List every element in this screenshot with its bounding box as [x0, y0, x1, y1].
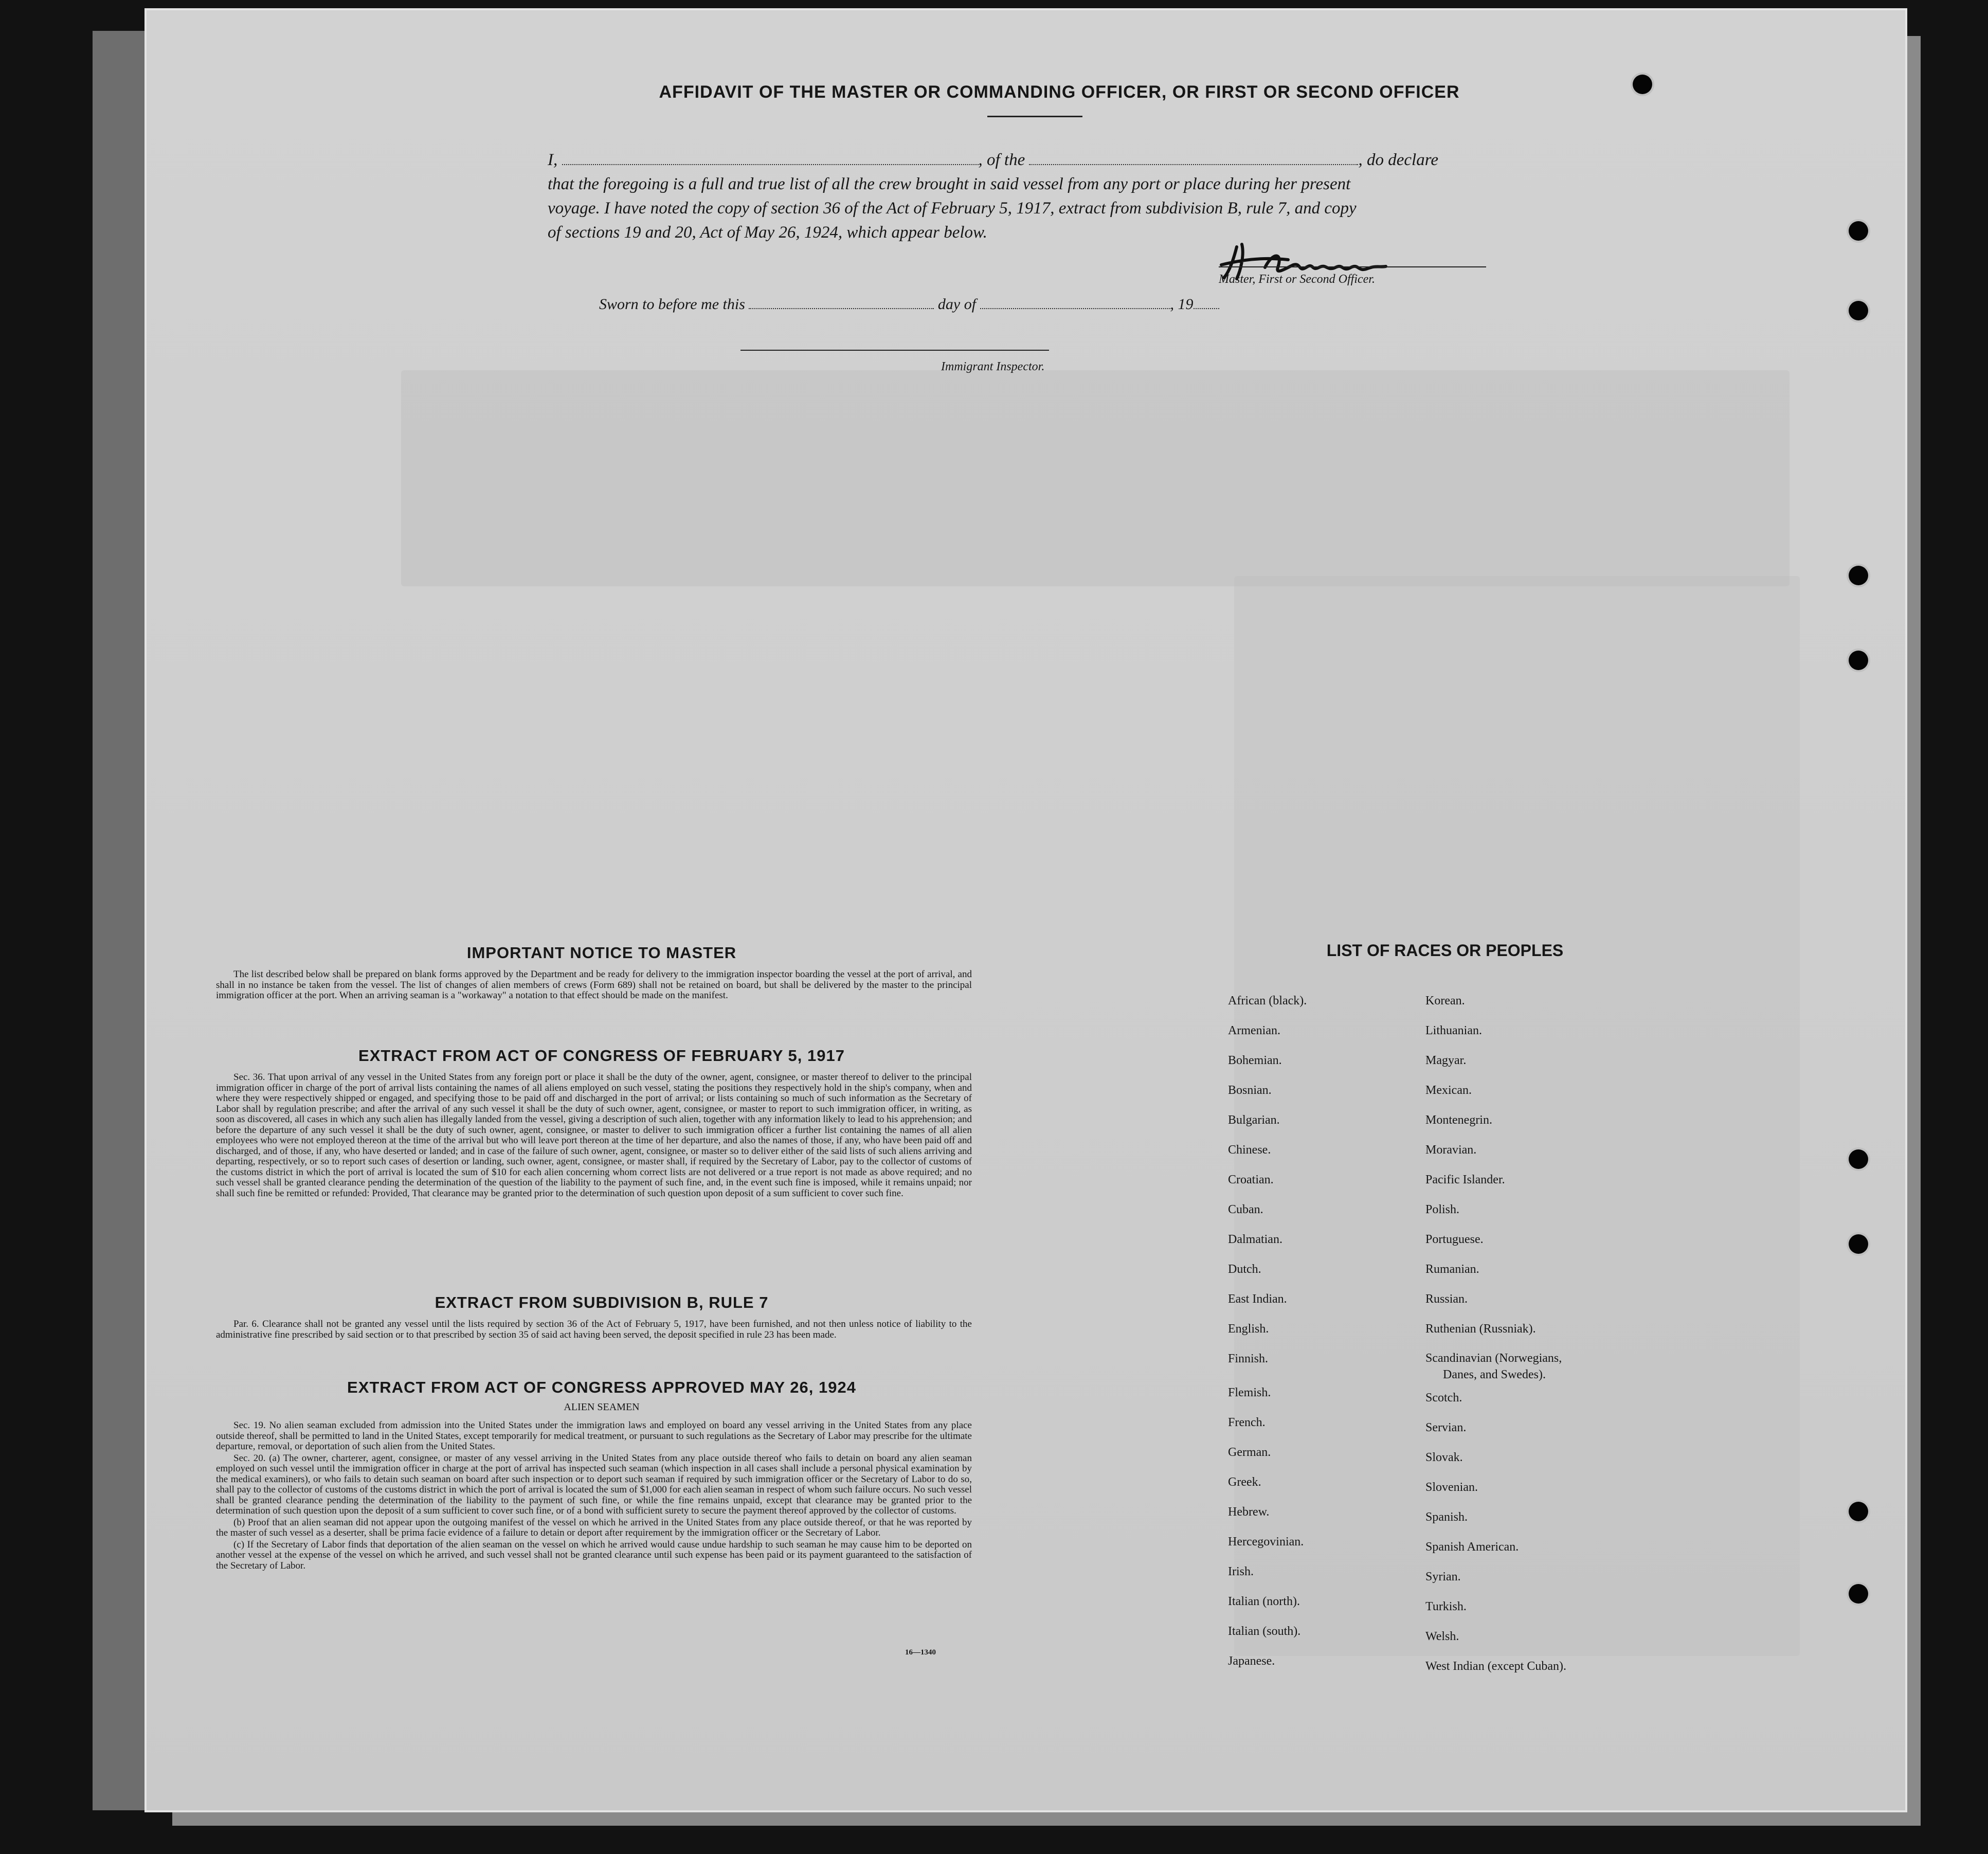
- declaration-i: I,: [548, 151, 558, 169]
- race-item: Cuban.: [1228, 1203, 1263, 1216]
- race-item: African (black).: [1228, 994, 1307, 1007]
- race-item: Turkish.: [1425, 1600, 1467, 1613]
- notice-text: [216, 969, 972, 1002]
- race-item: Danes, and Swedes).: [1443, 1368, 1546, 1381]
- race-item: Bosnian.: [1228, 1084, 1272, 1097]
- extract-rule7-paragraph: Par. 6. Clearance shall not be granted any vessel until the lists required by section 36 of the Act of February 5, 1917, have been furnished, and not then unless notice of liability to the administrative fine prescribed by said section or to that prescribed by section 35 of said act having been served, the deposit specified in rule 23 has been made.: [216, 1319, 972, 1340]
- vessel-blank: [1029, 151, 1358, 165]
- extract-1924-title: EXTRACT FROM ACT OF CONGRESS APPROVED MAY 26, 1924: [347, 1378, 856, 1396]
- race-item: Russian.: [1425, 1292, 1468, 1306]
- year-blank: [1194, 297, 1219, 309]
- sec19-paragraph: Sec. 19. No alien seaman excluded from admission into the United States under the immigration laws and employed on board any vessel arriving in the United States from any place outside thereof, shall be permitted to land in the United States, except temporarily for medical treatment, or pursuant to such regulations as the Secretary of Labor may prescribe for the ultimate departure, removal, or deportation of such alien from the United States.: [216, 1420, 972, 1452]
- declaration-do-declare: , do declare: [1358, 151, 1438, 169]
- affidavit-title: AFFIDAVIT OF THE MASTER OR COMMANDING OFFICER, OR FIRST OR SECOND OFFICER: [659, 82, 1460, 102]
- race-item: Syrian.: [1425, 1570, 1461, 1583]
- binder-hole: [1849, 566, 1868, 585]
- race-item: English.: [1228, 1322, 1269, 1336]
- race-item: Scotch.: [1425, 1391, 1462, 1405]
- race-item: Welsh.: [1425, 1630, 1459, 1643]
- race-item: Armenian.: [1228, 1024, 1280, 1037]
- race-item: Ruthenian (Russniak).: [1425, 1322, 1536, 1336]
- declaration-line-4: of sections 19 and 20, Act of May 26, 1924, which appear below.: [548, 223, 987, 242]
- name-blank: [562, 151, 979, 165]
- race-item: Dutch.: [1228, 1263, 1261, 1276]
- sec20c-paragraph: (c) If the Secretary of Labor finds that deportation of the alien seaman on the vessel on which he arrived would cause undue hardship to such seaman he may cause him to be deported on another vessel at the expense of the vessel on which he arrived, and such vessel shall not be granted clearance until such expense has been paid or its payment guaranteed to the satisfaction of the Secretary of Labor.: [216, 1539, 972, 1571]
- race-item: Finnish.: [1228, 1352, 1269, 1365]
- race-item: Hebrew.: [1228, 1505, 1270, 1519]
- binder-hole: [1633, 75, 1652, 94]
- extract-1924-text: [216, 1420, 972, 1572]
- declaration-line-1: [548, 148, 1525, 172]
- inspector-line: [740, 350, 1049, 351]
- extract-1917-text: [216, 1072, 972, 1200]
- extract-1917-paragraph: Sec. 36. That upon arrival of any vessel in the United States from any foreign port or place it shall be the duty of the owner, agent, consignee, or master thereof to deliver to the principal immigration officer in charge of the port of arrival lists containing the names of all aliens employed on such vessel, stating the positions they respectively hold in the ship's company, when and where they were respectively shipped or engaged, and specifying those to be paid off and discharged in the port of arrival; or lists containing so much of such information as the Secretary of Labor shall by regulation prescribe; and after the arrival of any such vessel it shall be the duty of such owner, agent, consignee, or master to report to such immigration officer, in writing, as soon as discovered, all cases in which any such alien has illegally landed from the vessel, giving a description of such alien, together with any information likely to lead to his apprehension; and before the departure of any such vessel it shall be the duty of such owner, agent, consignee, or master to deliver to such immigration officer a further list containing the names of all alien employees who were not employed thereon at the time of the arrival but who will leave port thereon at the time of her departure, and also the names of those, if any, who have been paid off and discharged, and of those, if any, who have deserted or landed; and in case of the failure of such owner, agent, consignee, or master so to deliver either of the said lists of such aliens arriving and departing, respectively, or so to report such cases of desertion or landing, such owner, agent, consignee, or master shall, if required by the Secretary of Labor, pay to the collector of customs of the customs district in which the port of arrival is located the sum of $10 for each alien concerning whom correct lists are not delivered or a true report is not made as above required; and no such vessel shall be granted clearance pending the determination of the question of the liability to the payment of such fine, and, in the event such fine is imposed, while it remains unpaid; nor shall such fine be remitted or refunded: Provided, That clearance may be granted prior to the determination of such question upon deposit of a sum sufficient to cover such fine.: [216, 1072, 972, 1199]
- race-item: Japanese.: [1228, 1654, 1275, 1668]
- sworn-prefix: Sworn to before me this: [599, 296, 745, 313]
- race-item: Portuguese.: [1425, 1233, 1484, 1246]
- title-rule: [987, 116, 1082, 117]
- race-item: Korean.: [1425, 994, 1465, 1007]
- race-item: Moravian.: [1425, 1143, 1477, 1157]
- inspector-label: Immigrant Inspector.: [941, 360, 1045, 373]
- race-item: Flemish.: [1228, 1386, 1271, 1399]
- race-item: Spanish.: [1425, 1510, 1468, 1524]
- races-right-column: [1425, 986, 1566, 1681]
- sec20a-paragraph: Sec. 20. (a) The owner, charterer, agent, consignee, or master of any vessel arriving in the United States from any place outside thereof who fails to detain on board any alien seaman employed on such vessel until the immigration officer in charge at the port of arrival has inspected such seaman (which inspection in all cases shall include a personal physical examination by the medical examiners), or who fails to detain such seaman on board after such inspection or to deport such seaman if required by such immigration officer or the Secretary of Labor to do so, shall pay to the collector of customs of the customs district in which the port of arrival is located the sum of $1,000 for each alien seaman in respect of whom such failure occurs. No such vessel shall be granted clearance pending the determination of the liability to the payment of such fine, or while the fine remains unpaid, except that clearance may be granted prior to the determination of such question upon the deposit of a sum sufficient to cover such fine, or of a bond with sufficient surety to secure the payment thereof approved by the collector of customs.: [216, 1452, 972, 1516]
- binder-hole: [1849, 651, 1868, 670]
- extract-rule7-title: EXTRACT FROM SUBDIVISION B, RULE 7: [435, 1293, 769, 1311]
- binder-hole: [1849, 221, 1868, 241]
- race-item: French.: [1228, 1416, 1266, 1429]
- race-item: Mexican.: [1425, 1084, 1472, 1097]
- form-number: 16—1340: [905, 1648, 936, 1657]
- race-item: Pacific Islander.: [1425, 1173, 1505, 1186]
- race-item: Slovenian.: [1425, 1481, 1478, 1494]
- race-item: Chinese.: [1228, 1143, 1271, 1157]
- binder-hole: [1849, 1502, 1868, 1521]
- race-item: Croatian.: [1228, 1173, 1274, 1186]
- binder-hole: [1849, 1149, 1868, 1169]
- race-item: Italian (south).: [1228, 1625, 1301, 1638]
- races-title: LIST OF RACES OR PEOPLES: [1326, 941, 1564, 960]
- race-item: Hercegovinian.: [1228, 1535, 1304, 1549]
- sworn-day-of: day of: [937, 296, 977, 313]
- race-item: Greek.: [1228, 1475, 1261, 1489]
- race-item: Lithuanian.: [1425, 1024, 1482, 1037]
- month-blank: [980, 297, 1170, 309]
- race-item: Bulgarian.: [1228, 1113, 1280, 1127]
- race-item: Irish.: [1228, 1565, 1254, 1578]
- extract-rule7-text: [216, 1319, 972, 1341]
- signature-line: [1219, 266, 1486, 267]
- race-item: Dalmatian.: [1228, 1233, 1282, 1246]
- declaration-line-3: voyage. I have noted the copy of section 36 of the Act of February 5, 1917, extract from subdivision B, rule 7, and copy: [548, 199, 1357, 218]
- race-item: Magyar.: [1425, 1054, 1467, 1067]
- notice-title: IMPORTANT NOTICE TO MASTER: [466, 944, 737, 962]
- declaration-line-2: that the foregoing is a full and true list of all the crew brought in said vessel from any port or place during her present: [548, 175, 1351, 193]
- race-item: Italian (north).: [1228, 1595, 1300, 1608]
- binder-hole: [1849, 1584, 1868, 1604]
- signature-label: Master, First or Second Officer.: [1219, 273, 1375, 286]
- binder-hole: [1849, 1234, 1868, 1254]
- race-item: German.: [1228, 1446, 1271, 1459]
- sec20b-paragraph: (b) Proof that an alien seaman did not appear upon the outgoing manifest of the vessel on which he arrived in the United States from any place outside thereof, or that he was reported by the master of such vessel as a deserter, shall be prima facie evidence of a failure to detain or deport after requirement by the immigration officer or the Secretary of Labor.: [216, 1517, 972, 1538]
- sworn-year: , 19: [1170, 296, 1194, 313]
- extract-1917-title: EXTRACT FROM ACT OF CONGRESS OF FEBRUARY 5, 1917: [358, 1047, 845, 1065]
- race-item: Bohemian.: [1228, 1054, 1282, 1067]
- race-item: Polish.: [1425, 1203, 1460, 1216]
- races-left-column: [1228, 986, 1307, 1676]
- declaration-of-the: , of the: [978, 151, 1025, 169]
- race-item: Rumanian.: [1425, 1263, 1479, 1276]
- bleed-through-shade: [401, 370, 1790, 586]
- race-item: Slovak.: [1425, 1451, 1463, 1464]
- alien-seamen-subtitle: ALIEN SEAMEN: [564, 1401, 640, 1413]
- notice-paragraph: The list described below shall be prepared on blank forms approved by the Department and be ready for delivery to the immigration inspector boarding the vessel at the port of arrival, and shall in no instance be taken from the vessel. The list of changes of alien members of crews (Form 689) shall not be retained on board, but shall be delivered by the master to the principal immigration officer at the port. When an arriving seaman is a "workaway" a notation to that effect should be made on the manifest.: [216, 969, 972, 1001]
- day-blank: [749, 297, 934, 309]
- race-item: West Indian (except Cuban).: [1425, 1660, 1566, 1673]
- race-item: Servian.: [1425, 1421, 1467, 1434]
- binder-hole: [1849, 301, 1868, 320]
- race-item: Montenegrin.: [1425, 1113, 1492, 1127]
- race-item: East Indian.: [1228, 1292, 1287, 1306]
- race-item: Scandinavian (Norwegians,: [1425, 1352, 1562, 1365]
- affidavit-declaration: [548, 148, 1525, 245]
- race-item: Spanish American.: [1425, 1540, 1519, 1554]
- sworn-line: [599, 296, 1219, 313]
